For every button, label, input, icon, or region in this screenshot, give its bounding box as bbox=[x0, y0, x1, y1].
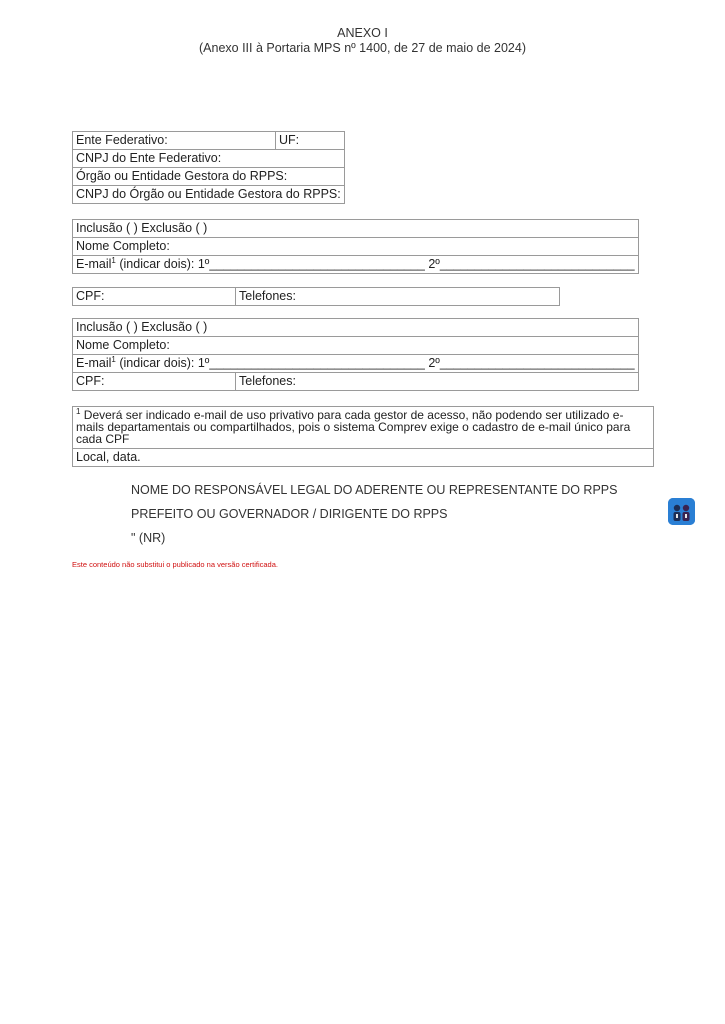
gestor1-inclusao-exclusao: Inclusão ( ) Exclusão ( ) bbox=[73, 220, 639, 238]
local-data-cell: Local, data. bbox=[73, 449, 654, 467]
gestor1-email-cell bbox=[73, 256, 639, 274]
cnpj-ente-cell: CNPJ do Ente Federativo: bbox=[73, 150, 345, 168]
gestor1-telefones-cell: Telefones: bbox=[236, 288, 560, 306]
orgao-gestora-cell: Órgão ou Entidade Gestora do RPPS: bbox=[73, 168, 345, 186]
gestor1-email-label: E-mail bbox=[76, 257, 112, 271]
signature-name-line: NOME DO RESPONSÁVEL LEGAL DO ADERENTE OU REPRESENTANTE DO RPPS bbox=[131, 483, 618, 497]
gestor2-telefones-cell: Telefones: bbox=[236, 373, 639, 391]
gestor1-email-line: (indicar dois): 1º_______________________________ 2º____________________________ bbox=[115, 257, 635, 271]
gestor1-cpf-cell: CPF: bbox=[73, 288, 236, 306]
gestor1-email-footnote-mark: 1 bbox=[111, 255, 116, 265]
gestor2-email-label: E-mail bbox=[76, 356, 112, 370]
annex-title: ANEXO I bbox=[337, 26, 388, 40]
ente-table bbox=[72, 131, 345, 204]
gestor1-contact-table bbox=[72, 287, 560, 306]
gestor2-inclusao-exclusao: Inclusão ( ) Exclusão ( ) bbox=[73, 319, 639, 337]
cnpj-orgao-cell: CNPJ do Órgão ou Entidade Gestora do RPPS: bbox=[73, 186, 345, 204]
people-avatar-icon bbox=[668, 498, 695, 525]
gestor1-table bbox=[72, 219, 639, 274]
footnote-cell bbox=[73, 407, 654, 449]
gestor2-email-line: (indicar dois): 1º_______________________________ 2º____________________________ bbox=[115, 356, 635, 370]
side-widget-button[interactable] bbox=[668, 498, 695, 525]
gestor2-cpf-cell: CPF: bbox=[73, 373, 236, 391]
annex-subtitle: (Anexo III à Portaria MPS nº 1400, de 27 de maio de 2024) bbox=[199, 41, 526, 55]
gestor2-email-cell bbox=[73, 355, 639, 373]
signature-role-line: PREFEITO OU GOVERNADOR / DIRIGENTE DO RPPS bbox=[131, 507, 448, 521]
gestor2-nome-completo: Nome Completo: bbox=[73, 337, 639, 355]
footnote-table bbox=[72, 406, 654, 467]
uf-cell: UF: bbox=[276, 132, 345, 150]
footnote-text: Deverá ser indicado e-mail de uso privativo para cada gestor de acesso, não podendo ser utilizado e-mails departamentais ou compartilhados, pois o sistema Comprev exige o cadastro de e-mail único para cada CPF bbox=[76, 408, 631, 446]
ente-federativo-cell: Ente Federativo: bbox=[73, 132, 276, 150]
gestor1-nome-completo: Nome Completo: bbox=[73, 238, 639, 256]
signature-nr-line: " (NR) bbox=[131, 531, 166, 545]
gestor2-email-footnote-mark: 1 bbox=[111, 354, 116, 364]
gestor2-table bbox=[72, 318, 639, 391]
footnote-mark: 1 bbox=[76, 407, 81, 416]
certified-version-disclaimer: Este conteúdo não substitui o publicado na versão certificada. bbox=[72, 560, 278, 569]
